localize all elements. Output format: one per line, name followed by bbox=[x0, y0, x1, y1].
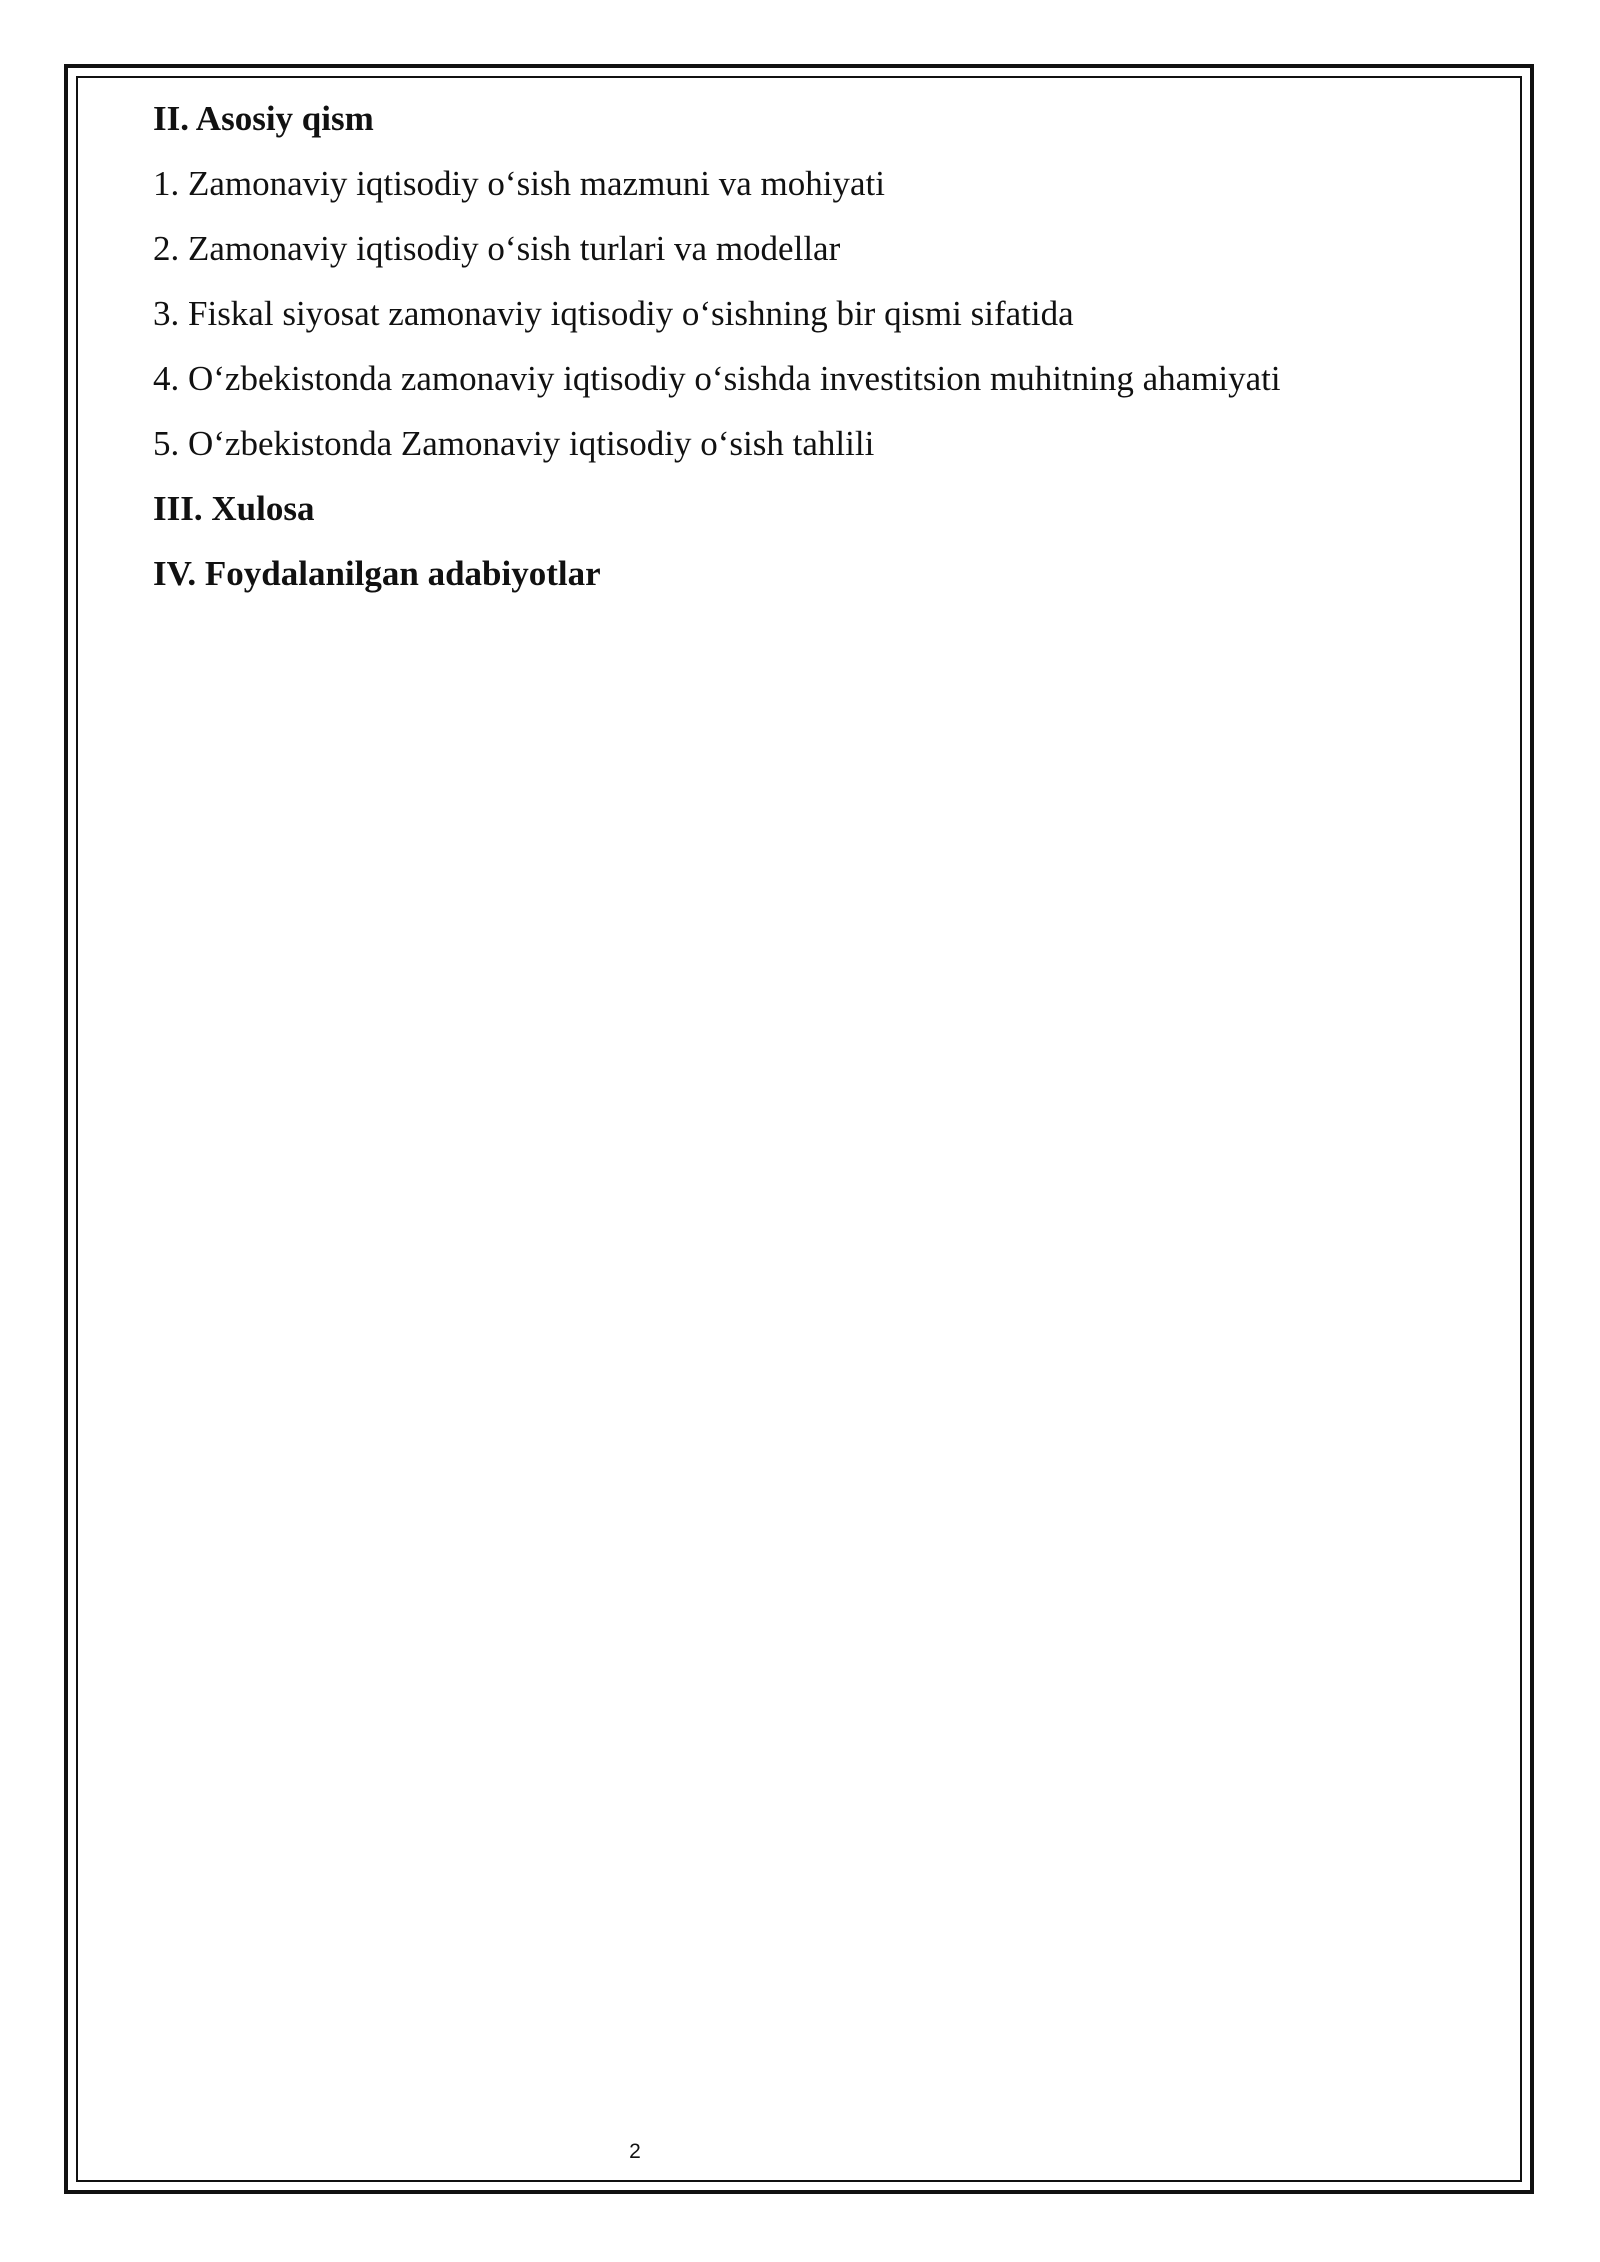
toc-heading-main-part: II. Asosiy qism bbox=[153, 99, 374, 138]
toc-heading-references: IV. Foydalanilgan adabiyotlar bbox=[153, 554, 601, 593]
toc-item-5: 5. O‘zbekistonda Zamonaviy iqtisodiy o‘sish tahlili bbox=[153, 424, 875, 463]
toc-item-4: 4. O‘zbekistonda zamonaviy iqtisodiy o‘sishda investitsion muhitning ahamiyati bbox=[153, 359, 1281, 398]
toc-item-1: 1. Zamonaviy iqtisodiy o‘sish mazmuni va mohiyati bbox=[153, 164, 885, 203]
table-of-contents bbox=[153, 94, 1453, 614]
toc-heading-conclusion: III. Xulosa bbox=[153, 489, 315, 528]
toc-item-3: 3. Fiskal siyosat zamonaviy iqtisodiy o‘sishning bir qismi sifatida bbox=[153, 294, 1074, 333]
page-number: 2 bbox=[629, 2140, 641, 2163]
toc-item-2: 2. Zamonaviy iqtisodiy o‘sish turlari va modellar bbox=[153, 229, 841, 268]
